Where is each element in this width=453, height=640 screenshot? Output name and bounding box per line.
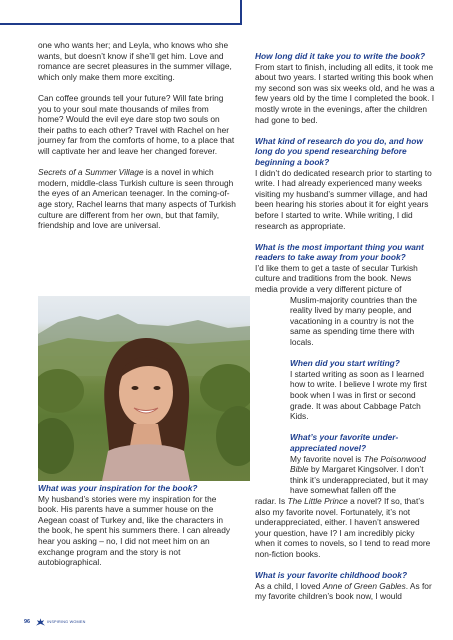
book-title-secrets: Secrets of a Summer Village [38, 167, 144, 178]
page-number: 96 [24, 619, 31, 625]
answer-favorite-novel-intro: My favorite novel is [290, 453, 364, 464]
paragraph-romance: one who wants her; and Leyla, who knows who she wants, but doesn’t know if she’ll get him. Love and romance are secret pleasures in the summer village, which only make them more exciting. [38, 40, 232, 82]
magazine-logo-icon [36, 618, 45, 626]
answer-little-prince-intro: radar. Is [255, 495, 288, 506]
answer-research: I didn’t do dedicated research prior to starting to write. I had already experienced many weeks visiting my husband’s summer village, and had been hearing his stories about it for eight years before I started to write. While writing, I did research as appropriate. [255, 167, 432, 231]
answer-favorite-novel-continued [255, 496, 435, 560]
answer-takeaway-continued: Muslim-majority countries than the reality lived by many people, and vacationing in a country is not the same as spending time there with locals. [290, 294, 418, 348]
answer-takeaway: I’d like them to get a taste of secular Turkish culture and traditions from the book. News media provide a very different picture of [255, 262, 418, 295]
paragraph-coffee-grounds: Can coffee grounds tell your future? Will fate bring you to your soul mate thousands of miles from home? Would the evil eye dare stop two souls on their paths to each other? Travel with Rachel on her journey far from the comforts of home, to a place that will captivate her and leave her changed forever. [38, 92, 235, 156]
page-footer [24, 617, 86, 627]
answer-little-prince-rest: a novel? If so, that’s also my favorite novel. Fortunately, it’s not underappreciated, either. I haven’t answered your question, have I? I am incredibly picky when it comes to novels, so I tend to read more non-fiction books. [255, 495, 431, 559]
book-title-anne: Anne of Green Gables [322, 580, 406, 591]
question-favorite-novel: What’s your favorite under-appreciated novel? [290, 432, 399, 453]
magazine-name: INSPIRING WOMEN [47, 620, 86, 624]
book-title-poisonwood: The Poisonwood Bible [290, 453, 426, 475]
answer-inspiration: My husband’s stories were my inspiration for the book. His parents have a summer house on the Aegean coast of Turkey and, like the characters in the book, he spent his summers there. I can already hear you asking – no, I did not meet him on an exchange program and the story is not autobiographical. [38, 493, 231, 568]
author-photo [38, 296, 250, 481]
answer-time-to-write: From start to finish, including all edits, it took me about two years. I started writing this book when my second son was six weeks old, and he was a few years old by the time I completed the book. I mostly wrote in the evenings, after the children had gone to bed. [255, 61, 435, 125]
left-column-bottom [38, 483, 236, 568]
answer-childhood-intro: As a child, I loved [255, 580, 323, 591]
answer-childhood-book [255, 581, 435, 602]
novel-summary-text: is a novel in which modern, middle-class Turkish culture is seen through the eyes of an American teenager. In the coming-of-age story, Rachel learns that many aspects of Turkish culture are different from her own, but that family, friendship and love are universal. [38, 167, 236, 231]
answer-favorite-novel-mid: by Margaret Kingsolver. I don’t think it’s underappreciated, but it may have somewhat fallen off the [290, 464, 429, 496]
answer-childhood-rest: . As for my favorite children’s book now, I would [255, 580, 432, 602]
answer-favorite-novel [290, 454, 435, 496]
right-column [255, 51, 435, 602]
question-inspiration: What was your inspiration for the book? [38, 483, 198, 493]
question-start-writing: When did you start writing? [290, 358, 400, 369]
indented-block [255, 358, 435, 496]
top-rule [0, 23, 240, 25]
book-title-little-prince: The Little Prince [287, 495, 348, 506]
question-time-to-write: How long did it take you to write the book? [255, 51, 426, 61]
paragraph-novel-summary [38, 167, 236, 231]
question-takeaway: What is the most important thing you want readers to take away from your book? [255, 241, 424, 263]
question-childhood-book: What is your favorite childhood book? [255, 570, 408, 581]
left-column-top [38, 40, 236, 231]
answer-start-writing: I started writing as soon as I learned how to write. I believe I wrote my first book when I was in first or second grade. It was about Cabbage Patch Kids. [290, 368, 427, 422]
top-rule-tick [240, 0, 242, 25]
question-research: What kind of research do you do, and how long do you spend researching before beginning a book? [255, 135, 423, 167]
